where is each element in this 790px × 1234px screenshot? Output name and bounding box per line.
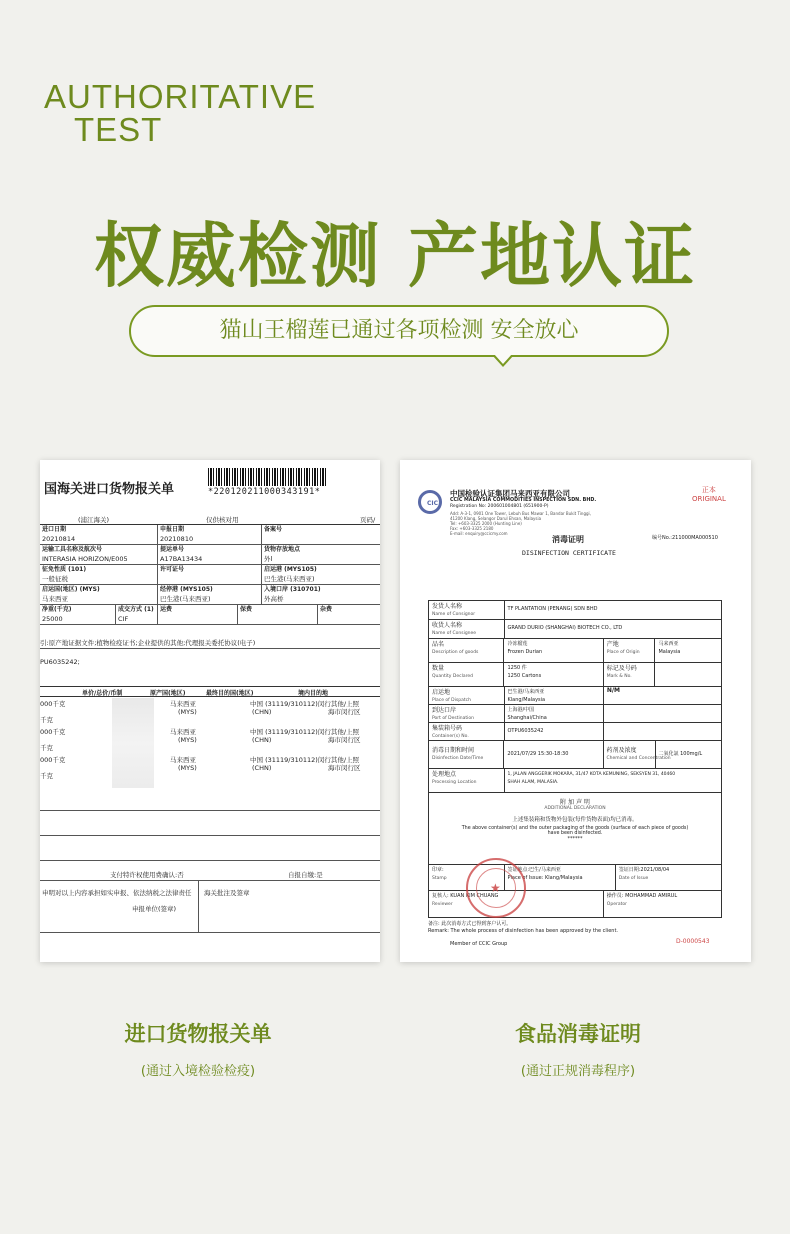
cert-title-en: DISINFECTION CERTIFICATE — [522, 549, 616, 557]
transit-port-cell: 经停港 (MYS105) 巴生港(马来西亚) — [158, 585, 262, 604]
cert-row-container: 集装箱号码 Container(s) No. OTPU6035242 — [429, 723, 721, 741]
attached-documents: 引:原产地证据文件;植物检疫证书;企业提供的其他;代理报关委托协议(电子) — [40, 639, 256, 647]
self-pay: 自报自缴:是 — [288, 871, 323, 879]
customs-row — [40, 565, 380, 585]
remark-cn: 备注: 此次消毒方式已得到客户认可。 — [428, 921, 512, 927]
royalty-confirm: 支付特许权使用费确认:否 — [110, 871, 184, 879]
license-no-cell: 许可证号 — [158, 565, 262, 584]
left-caption-title: 进口货物报关单 — [124, 1022, 272, 1046]
divider — [40, 835, 380, 836]
cert-row-location: 处理地点 Processing Location 1, JALAN ANGGERIK MOKARA, 31/47 KOTA KEMUNING, SEKSYEN 31, 40460 SHAH ALAM, MALASIA. — [429, 769, 721, 793]
member-of-ccic: Member of CCIC Group — [450, 941, 508, 947]
remark-en: Remark: The whole process of disinfection has been approved by the client. — [428, 928, 619, 934]
declare-date-cell: 申报日期 20210810 — [158, 525, 262, 544]
customs-doc-title: 国海关进口货物报关单 — [44, 482, 175, 497]
cert-row-destination: 到达口岸 Port of Destination 上海港/中国 Shanghai/China — [429, 705, 721, 723]
divider-vertical — [198, 880, 199, 932]
misc-fee-cell: 杂费 — [320, 606, 333, 613]
cert-row-disinfection-date: 消毒日期和时间 Disinfection Date/Time 2021/07/29 15:30-18:30 药剂及浓度 Chemical and Concentration 二氧化氯 100mg/L — [429, 741, 721, 769]
bill-no-cell: 提运单号 A17BA13434 — [158, 545, 262, 564]
tagline-pill: 猫山王榴莲已通过各项检测 安全放心 — [129, 305, 669, 357]
redacted-area — [112, 698, 154, 788]
cert-row-goods: 品名 Description of goods 冷冻榴莲 Frozen Durian 产地 Place of Origin 马来西亚 Malaysia — [429, 639, 721, 663]
page-number-label: 页码/ — [360, 516, 376, 524]
import-date-cell: 进口日期 20210814 — [40, 525, 158, 544]
storage-place-cell: 货物存放地点 外l — [264, 546, 301, 563]
record-no-cell: 备案号 — [264, 526, 283, 533]
document-number: D-0000543 — [676, 938, 710, 945]
cert-number: 编号No.:211000MA000510 — [652, 535, 718, 541]
customs-notes: 海关批注及签章 — [204, 889, 250, 897]
divider — [40, 810, 380, 811]
insurance-cell: 保费 — [238, 605, 318, 624]
left-caption-subtitle: (通过入境检验检疫) — [140, 1064, 256, 1079]
goods-table-header: 单价/总价/币制 原产国(地区) 最终目的国(地区) 境内目的地 — [40, 686, 380, 697]
tax-nature-cell: 征免性质 (101) 一般征税 — [40, 565, 158, 584]
pill-pointer-inner — [494, 354, 512, 364]
customs-office: (浦江海关) — [78, 516, 110, 524]
cert-row-issue: 印章: Stamp 签证地点:巴生/马来西亚 Place of Issue: Klang/Malaysia 签证日期:2021/08/04 Date of Issue — [429, 865, 721, 891]
departure-port-cell: 启运港 (MYS105) 巴生港(马来西亚) — [264, 566, 317, 583]
customs-row — [40, 605, 380, 625]
divider — [40, 932, 380, 933]
divider — [40, 880, 380, 881]
right-caption — [428, 1018, 728, 1079]
right-caption-subtitle: (通过正规消毒程序) — [520, 1064, 636, 1079]
origin-country-cell: 启运国(地区) (MYS) 马来西亚 — [40, 585, 158, 604]
original-mark: 正本 ORIGINAL — [692, 486, 726, 503]
customs-declaration-document: 国海关进口货物报关单 *220120211000343191* (浦江海关) 仅供核对用 页码/ 进口日期 20210814 申报日期 20210810 备案号 运输工具名称及航次号 INTERASIA HORIZON/E005 提运单号 A17BA13434 货物存放地点 外l 征免性质 (101) 一般征税 许可证号 启运港 (MYS105) 巴生港(马来西亚) 启运国(地区) (MYS) 马来西亚 经停港 (MYS105) 巴生港(马来西亚) 入境口岸 (310701) 外高桥 净重(千克) 25000 成交方式 (1) CIF 运费 保费 杂费 引:原产地证据文件;植物检疫证书;企业提供的其他;代理报关委托协议(电子) PU6035242; 单价/总价/币制 原产国(地区) 最终目的国(地区) 境内目的地 000千克 马来西亚 中国 (31119/310112)闵行其他/上照 千克 (MYS) (CHN) 海市闵行区 000千克 马来西亚 中国 (31119/310112)闵行其他/上照 千克 (MYS) (CHN) 海市闵行区 000千克 马来西亚 中国 (31119/310112)闵行其他/上照 千克 (MYS) (CHN) 海市闵行区 支付特许权使用费确认:否 自报自缴:是 申明对以上内容承担如实申报、依法纳税之法律责任 申报单位(签章) 海关批注及签章 — [40, 460, 380, 962]
company-cn: 中国检验认证集团马来西亚有限公司 — [450, 489, 570, 498]
page-title: 权威检测 产地认证 — [93, 215, 697, 297]
divider — [40, 648, 380, 649]
barcode-number: *220120211000343191* — [208, 487, 321, 497]
registration-no: Registration No: 200601004801 (651900-P) — [450, 504, 549, 509]
verify-only-note: 仅供核对用 — [206, 516, 239, 524]
cert-row-quantity: 数量 Quantity Declared 1250 件 1250 Cartons 标记及号码 Mark & No. — [429, 663, 721, 687]
trade-term-cell: 成交方式 (1) CIF — [116, 605, 158, 624]
english-heading-line2: TEST — [74, 111, 163, 148]
cert-row-consignor: 发货人名称 Name of Consignor TF PLANTATION (PENANG) SDN BHD — [429, 601, 721, 620]
official-seal-icon: ★ — [466, 858, 526, 918]
cert-row-signatures: 复核人: KUAN KIM CHUANG Reviewer 操作员: MOHAMMAD AMIRUL Operator — [429, 891, 721, 917]
right-caption-title: 食品消毒证明 — [515, 1022, 641, 1046]
customs-row — [40, 545, 380, 565]
company-address: Add: A-3-1, 0901 One Tower, Lebuh Bus Mawar 1, Bandar Bukit Tinggi, 41200 Klang, Selangor Darul Ehsan, Malaysia Tel: +603-3325 2000 (Hunting Line) Fax: +603-3325 2180 E-mail: enquiry@ccicmy.com — [450, 511, 591, 536]
entry-port-cell: 入境口岸 (310701) 外高桥 — [264, 586, 321, 603]
cert-row-additional-declaration: 附 加 声 明 ADDITIONAL DECLARATION 上述集装箱和货物外包装(每件货物表面)均已消毒。 The above container(s) and the outer packaging of the goods (surface of each piece of goods) have been disinfected. ****** — [429, 793, 721, 865]
customs-row — [40, 585, 380, 605]
declaring-unit: 申报单位(签章) — [132, 905, 177, 913]
cert-title-cn: 消毒证明 — [552, 535, 584, 544]
english-heading-line1: AUTHORITATIVE — [44, 78, 317, 115]
cert-row-dispatch: 启运地 Place of Dispatch 巴生港/马来西亚 Klang/Malaysia N/M — [429, 687, 721, 705]
company-en: CCIC MALAYSIA COMMODITIES INSPECTION SDN. BHD. — [450, 498, 597, 503]
disinfection-certificate-document — [400, 460, 751, 962]
container-marks: PU6035242; — [40, 658, 80, 666]
declaration-statement: 申明对以上内容承担如实申报、依法纳税之法律责任 — [42, 889, 192, 897]
freight-cell: 运费 — [158, 605, 238, 624]
customs-header-grid — [40, 524, 380, 625]
customs-row — [40, 525, 380, 545]
cert-row-consignee: 收货人名称 Name of Consignee GRAND DURIO (SHANGHAI) BIOTECH CO., LTD — [429, 620, 721, 639]
divider — [40, 860, 380, 861]
net-weight-cell: 净重(千克) 25000 — [40, 605, 116, 624]
english-heading — [44, 80, 316, 146]
left-caption — [48, 1018, 348, 1079]
barcode — [208, 468, 328, 486]
ccic-logo-icon: CIC — [418, 490, 442, 514]
transport-cell: 运输工具名称及航次号 INTERASIA HORIZON/E005 — [40, 545, 158, 564]
